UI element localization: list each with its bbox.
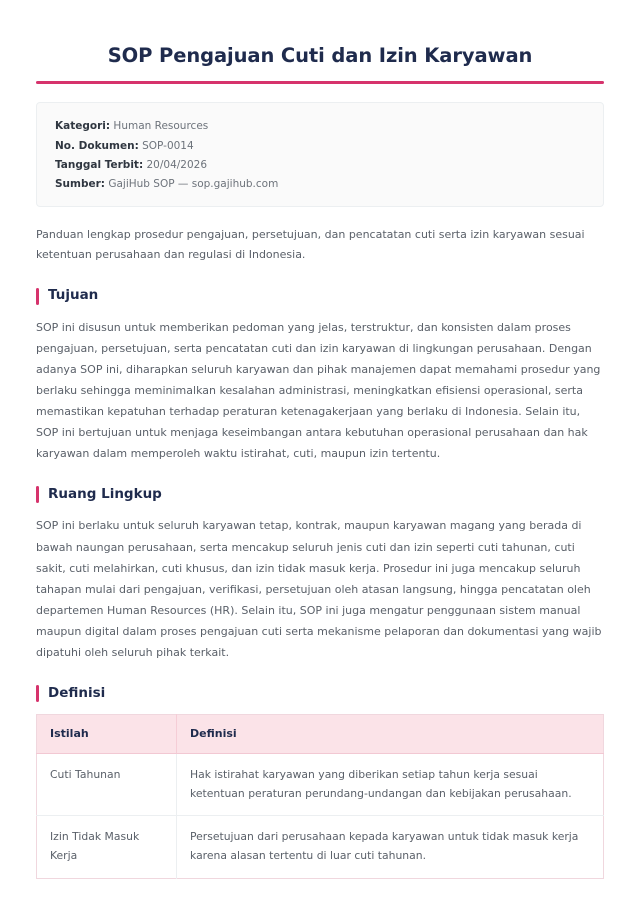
meta-label-tanggal-terbit: Tanggal Terbit: [55, 158, 144, 171]
table-row [37, 753, 604, 816]
meta-value-no-dokumen: SOP-0014 [142, 139, 194, 152]
meta-row-no-dokumen [55, 136, 585, 155]
section-heading-ruang-lingkup [36, 486, 604, 503]
section-heading-tujuan [36, 288, 604, 305]
meta-row-tanggal-terbit [55, 155, 585, 174]
section-body-tujuan: SOP ini disusun untuk memberikan pedoman yang jelas, terstruktur, dan konsisten dalam proses pengajuan, persetujuan, serta pencatatan cuti dan izin karyawan di lingkungan perusahaan. Dengan adanya SOP ini, diharapkan seluruh karyawan dan pihak manajemen dapat memahami prosedur yang berlaku sehingga meminimalkan kesalahan administrasi, meningkatkan efisiensi operasional, serta memastikan kepatuhan terhadap peraturan ketenagakerjaan yang berlaku di Indonesia. Selain itu, SOP ini bertujuan untuk menjaga keseimbangan antara kebutuhan operasional perusahaan dan hak karyawan dalam memperoleh waktu istirahat, cuti, maupun izin tertentu. [36, 320, 601, 461]
lead-paragraph: Panduan lengkap prosedur pengajuan, persetujuan, dan pencatatan cuti serta izin karyawan sesuai ketentuan perusahaan dan regulasi di Indonesia. [36, 228, 585, 262]
table-row [37, 816, 604, 879]
meta-row-sumber [55, 175, 585, 194]
cell-term: Cuti Tahunan [37, 753, 177, 816]
section-body-ruang-lingkup: SOP ini berlaku untuk seluruh karyawan tetap, kontrak, maupun karyawan magang yang berada di bawah naungan perusahaan, serta mencakup seluruh jenis cuti dan izin seperti cuti tahunan, cuti sakit, cuti melahirkan, cuti khusus, dan izin tidak masuk kerja. Prosedur ini juga mencakup seluruh tahapan mulai dari pengajuan, verifikasi, persetujuan oleh atasan langsung, hingga pencatatan oleh departemen Human Resources (HR). Selain itu, SOP ini juga mengatur penggunaan sistem manual maupun digital dalam proses pengajuan cuti serta mekanisme pelaporan dan dokumentasi yang wajib dipatuhi oleh seluruh pihak terkait. [36, 519, 602, 660]
section-accent-bar-icon [36, 486, 39, 503]
meta-row-kategori [55, 117, 585, 136]
document-metadata-box [36, 102, 604, 207]
title-underline-rule [36, 81, 604, 84]
table-header-row [37, 715, 604, 753]
meta-value-tanggal-terbit: 20/04/2026 [146, 158, 208, 171]
meta-label-kategori: Kategori: [55, 120, 111, 133]
cell-definition: Persetujuan dari perusahaan kepada karyawan untuk tidak masuk kerja karena alasan tertentu di luar cuti tahunan. [177, 816, 604, 879]
meta-value-kategori: Human Resources [113, 120, 209, 133]
cell-term: Izin Tidak Masuk Kerja [37, 816, 177, 879]
section-title-ruang-lingkup: Ruang Lingkup [48, 486, 162, 503]
definition-table [36, 714, 604, 879]
definition-table-head [37, 715, 604, 753]
meta-value-sumber: GajiHub SOP — sop.gajihub.com [108, 178, 279, 191]
section-accent-bar-icon [36, 685, 39, 702]
section-title-definisi: Definisi [48, 684, 106, 701]
section-accent-bar-icon [36, 288, 39, 305]
definition-table-body [37, 753, 604, 879]
column-header-istilah: Istilah [37, 715, 177, 753]
page-title: SOP Pengajuan Cuti dan Izin Karyawan [107, 44, 533, 67]
section-heading-definisi [36, 685, 604, 702]
meta-label-sumber: Sumber: [55, 178, 105, 191]
meta-label-no-dokumen: No. Dokumen: [55, 139, 139, 152]
cell-definition: Hak istirahat karyawan yang diberikan setiap tahun kerja sesuai ketentuan peraturan perundang-undangan dan kebijakan perusahaan. [177, 753, 604, 816]
section-title-tujuan: Tujuan [48, 287, 99, 304]
column-header-definisi: Definisi [177, 715, 604, 753]
